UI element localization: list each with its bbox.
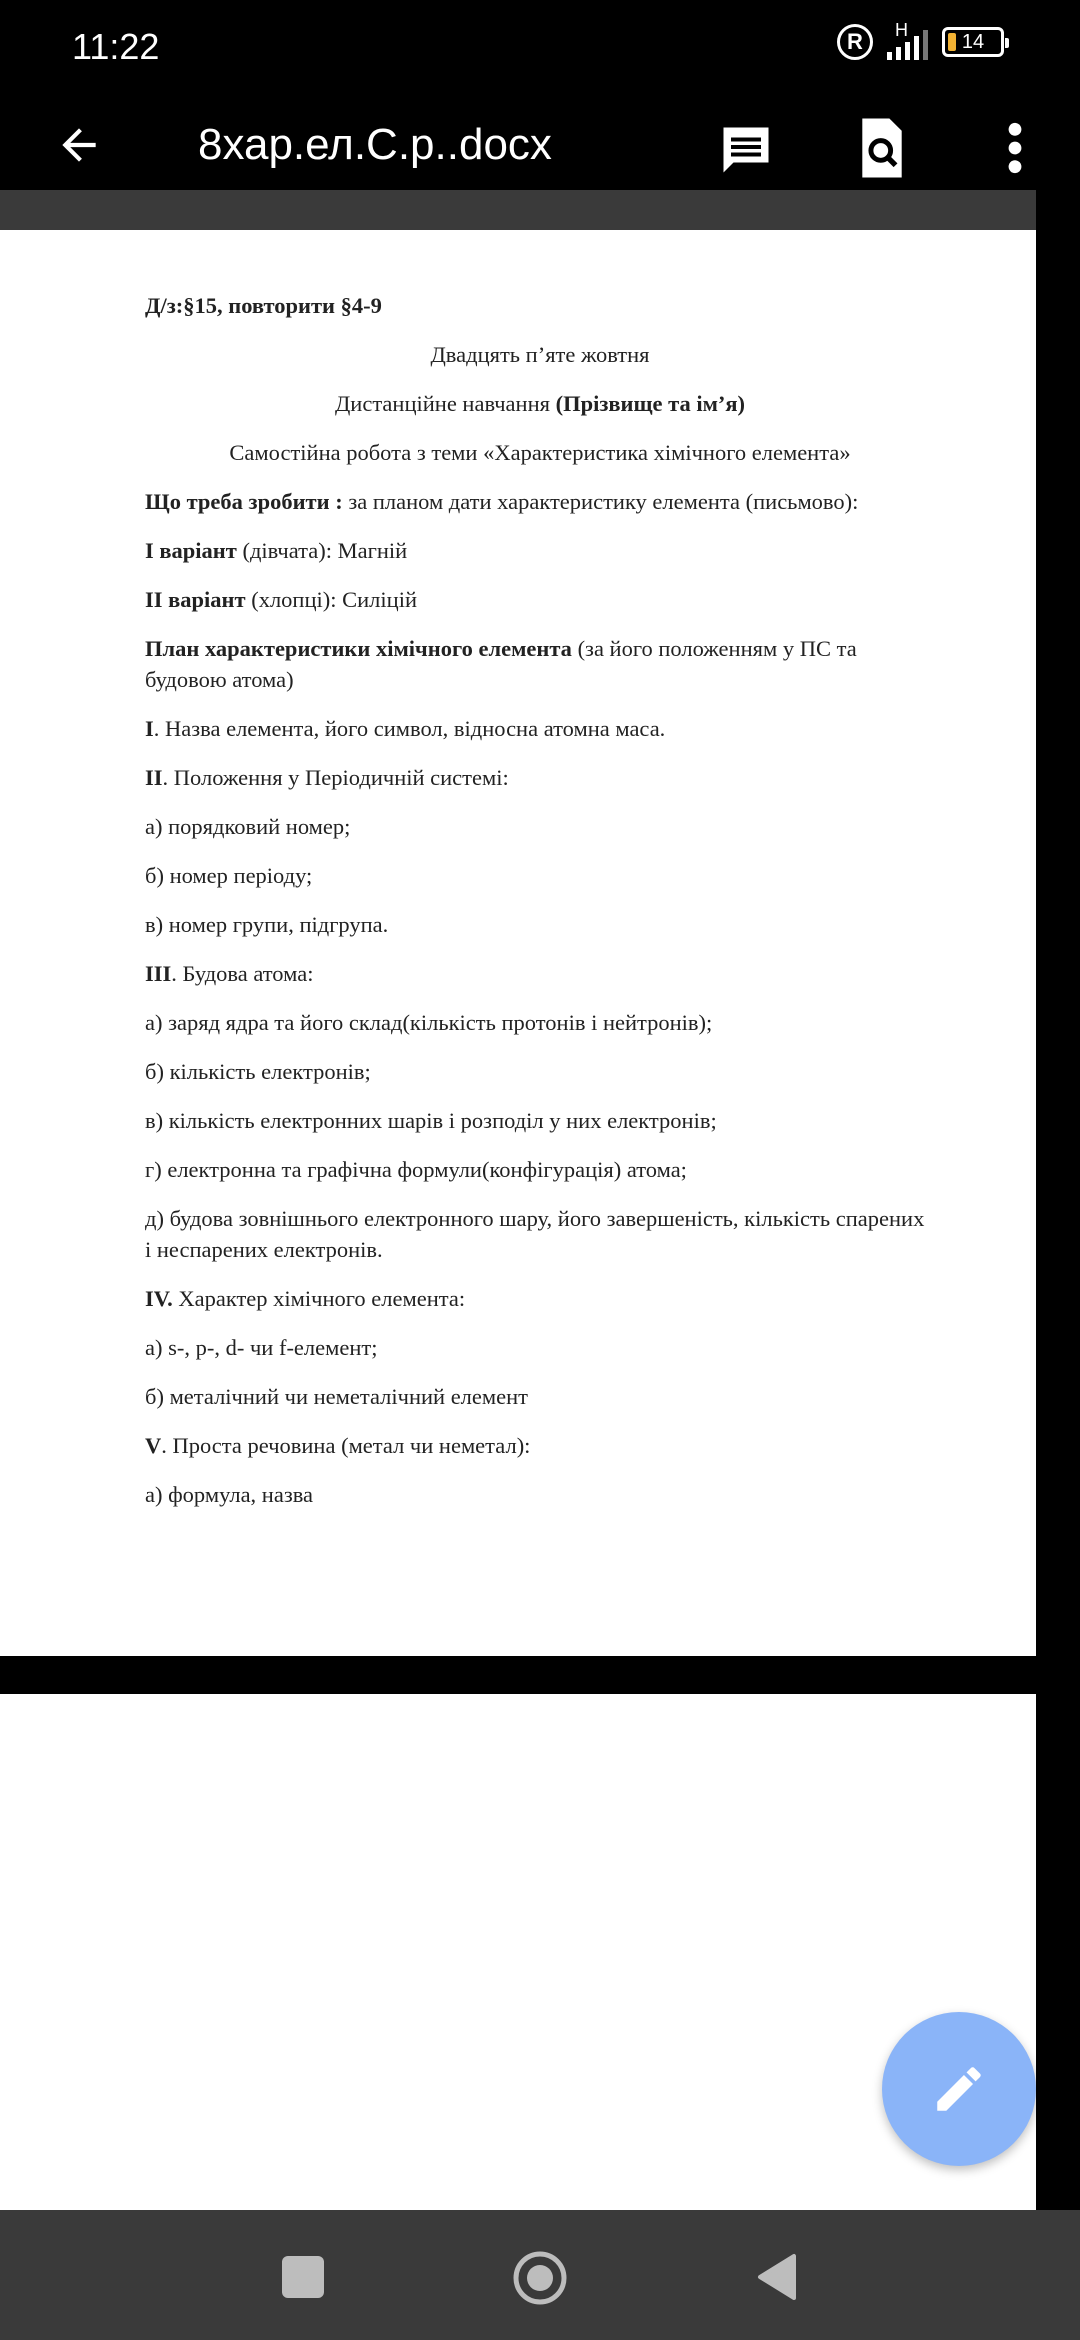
homework-line: Д/з:§15, повторити §4-9 (145, 293, 382, 318)
section-4: IV. Характер хімічного елемента: (145, 1286, 466, 1311)
section-5-item-a: а) формула, назва (145, 1482, 314, 1507)
comment-icon (716, 120, 776, 180)
battery-level: 14 (961, 30, 985, 53)
section-5: V. Проста речовина (метал чи неметал): (145, 1433, 531, 1458)
plan-heading: План характеристики хімічного елемента (за його положенням у ПС та будовою атома) (145, 636, 857, 692)
section-2-item-c: в) номер групи, підгрупа. (145, 912, 389, 937)
document-page-2[interactable] (0, 1694, 1036, 2210)
date-line: Двадцять п’яте жовтня (430, 342, 650, 367)
document-title: 8хар.ел.С.р..docx (198, 120, 552, 169)
section-3-item-d: г) електронна та графічна формули(конфігурація) атома; (145, 1157, 687, 1182)
find-in-document-button[interactable] (852, 116, 912, 180)
home-circle-icon[interactable] (512, 2250, 568, 2306)
more-options-button[interactable] (1000, 116, 1030, 180)
section-2: II. Положення у Періодичній системі: (145, 765, 509, 790)
scroll-gutter (1036, 190, 1080, 2210)
status-icons (837, 20, 1004, 60)
system-nav-bar (0, 2210, 1080, 2340)
back-arrow-icon (54, 120, 104, 170)
registered-icon: R (837, 24, 873, 60)
variant-1-line: І варіант (дівчата): Магній (145, 538, 408, 563)
document-content (145, 290, 935, 1510)
section-4-item-a: а) s-, p-, d- чи f-елемент; (145, 1335, 378, 1360)
edit-pencil-icon (930, 2060, 988, 2118)
variant-2-line: ІІ варіант (хлопці): Силіцій (145, 587, 417, 612)
section-2-item-a: а) порядковий номер; (145, 814, 351, 839)
recents-square-icon[interactable] (282, 2256, 324, 2298)
more-vert-icon (1000, 116, 1030, 180)
section-3: III. Будова атома: (145, 961, 314, 986)
find-in-document-icon (852, 116, 912, 180)
section-3-item-c: в) кількість електронних шарів і розподіл у них електронів; (145, 1108, 717, 1133)
section-1: I. Назва елемента, його символ, відносна атомна маса. (145, 716, 666, 741)
status-time: 11:22 (72, 26, 160, 67)
app-bar (0, 100, 1080, 190)
status-bar (0, 0, 1080, 100)
section-3-item-e: д) будова зовнішнього електронного шару, його завершеність, кількість спарених і неспарених електронів. (145, 1206, 925, 1262)
signal-icon (887, 20, 928, 60)
page-separator (0, 1656, 1036, 1694)
section-3-item-a: а) заряд ядра та його склад(кількість протонів і нейтронів); (145, 1010, 713, 1035)
edit-fab-button[interactable] (882, 2012, 1036, 2166)
back-button[interactable] (46, 112, 112, 178)
network-type-label: H (895, 20, 908, 40)
page-top-strip (0, 190, 1036, 230)
distance-learning-line: Дистанційне навчання (Прізвище та ім’я) (334, 391, 746, 416)
battery-icon (942, 27, 1004, 57)
task-line: Що треба зробити : за планом дати характеристику елемента (письмово): (145, 489, 859, 514)
section-3-item-b: б) кількість електронів; (145, 1059, 371, 1084)
section-2-item-b: б) номер періоду; (145, 863, 313, 888)
section-4-item-b: б) металічний чи неметалічний елемент (145, 1384, 528, 1409)
comments-button[interactable] (716, 120, 776, 180)
back-triangle-icon[interactable] (756, 2252, 796, 2302)
assignment-title: Самостійна робота з теми «Характеристика хімічного елемента» (229, 440, 851, 465)
